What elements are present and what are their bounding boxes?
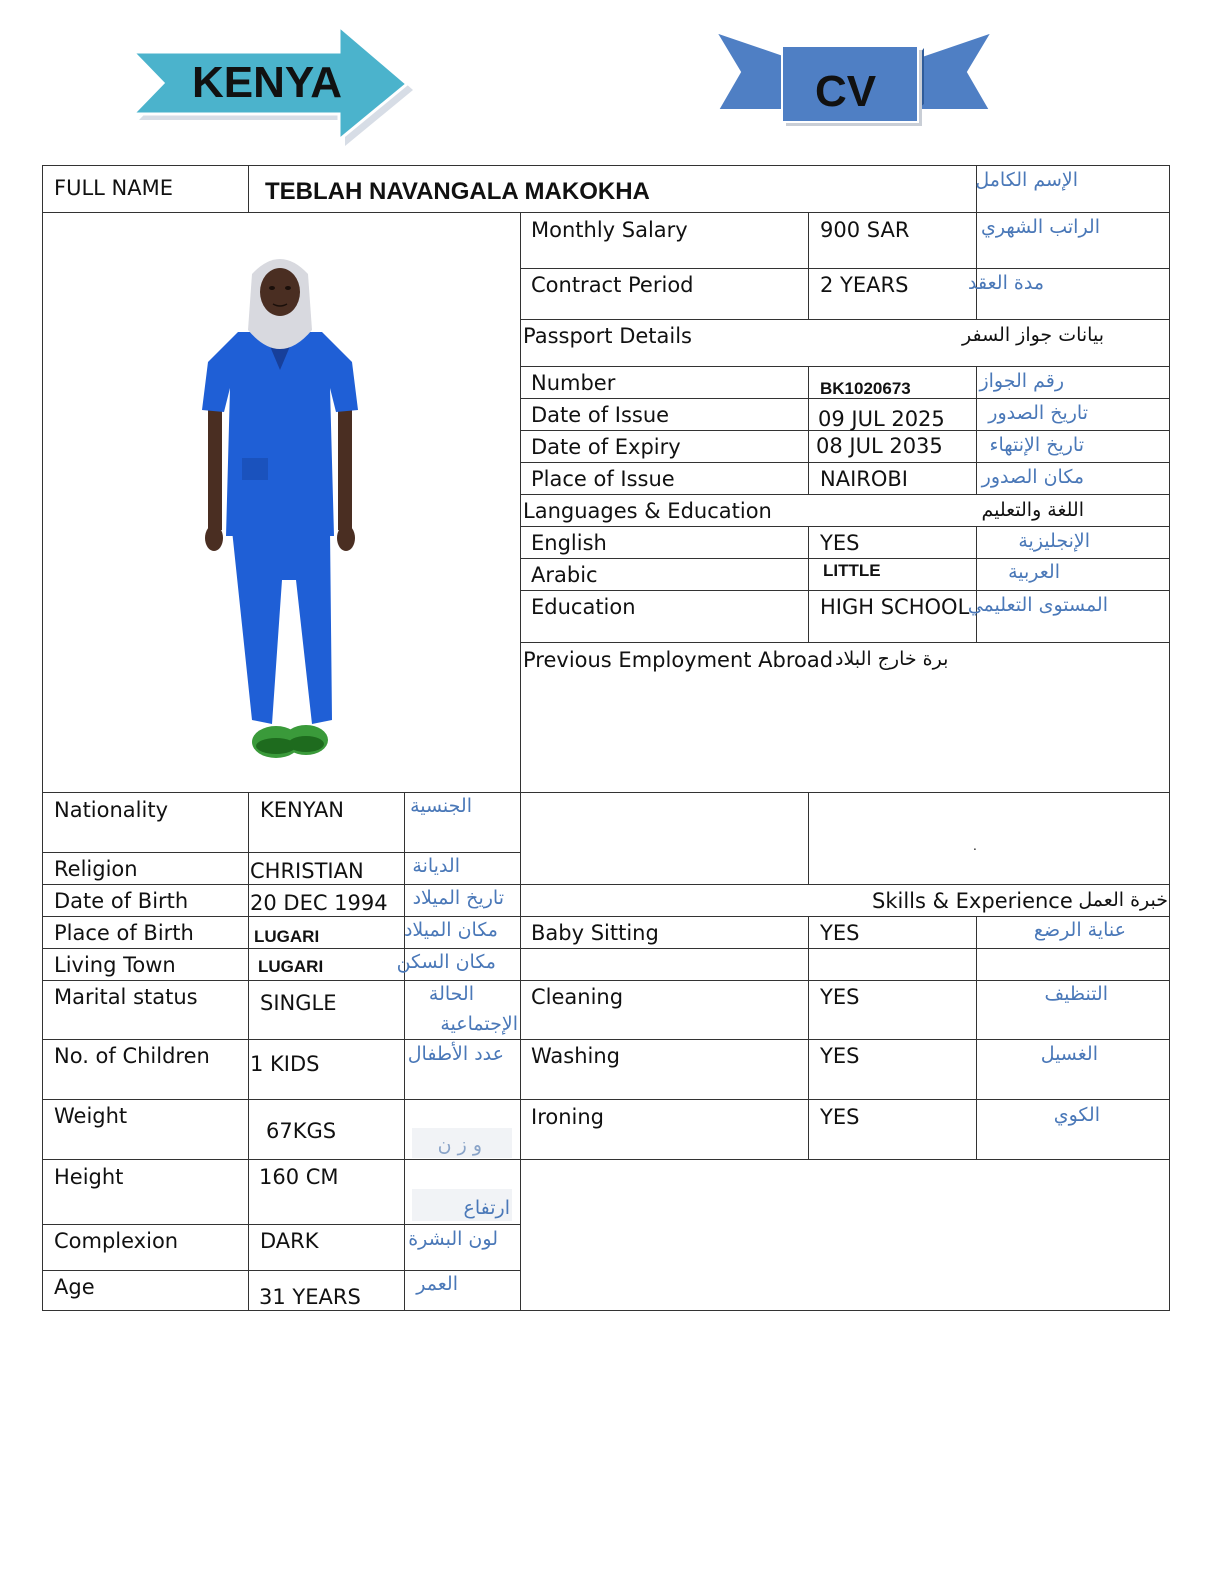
date-of-expiry-value: 08 JUL 2035: [816, 434, 943, 458]
weight-arabic: و ز ن: [437, 1134, 482, 1156]
arabic-value: LITTLE: [823, 561, 881, 580]
date-of-birth-arabic: تاريخ الميلاد: [412, 887, 504, 909]
contract-period-arabic: مدة العقد: [968, 272, 1044, 294]
children-arabic: عدد الأطفال: [407, 1043, 504, 1065]
washing-value: YES: [820, 1044, 860, 1068]
living-town-arabic: مكان السكن: [396, 951, 496, 973]
date-of-issue-arabic: تاريخ الصدور: [988, 402, 1088, 424]
complexion-arabic: لون البشرة: [408, 1228, 498, 1250]
baby-sitting-value: YES: [820, 921, 860, 945]
weight-label: Weight: [54, 1104, 128, 1128]
baby-sitting-arabic: عناية الرضع: [1033, 919, 1126, 941]
contract-period-value: 2 YEARS: [820, 273, 909, 297]
previous-employment-arabic: برة خارج البلاد: [835, 648, 949, 670]
date-of-expiry-label: Date of Expiry: [531, 435, 681, 459]
cleaning-label: Cleaning: [531, 985, 624, 1009]
cleaning-value: YES: [820, 985, 860, 1009]
washing-arabic: الغسيل: [1040, 1043, 1098, 1065]
children-label: No. of Children: [54, 1044, 210, 1068]
children-value: 1 KIDS: [250, 1052, 320, 1076]
place-of-issue-value: NAIROBI: [820, 467, 908, 491]
education-value: HIGH SCHOOL: [820, 595, 970, 619]
age-value: 31 YEARS: [259, 1285, 361, 1309]
date-of-birth-label: Date of Birth: [54, 889, 189, 913]
arabic-arabic: العربية: [1008, 561, 1060, 583]
weight-value: 67KGS: [266, 1119, 337, 1143]
monthly-salary-value: 900 SAR: [820, 218, 910, 242]
full-name-value: TEBLAH NAVANGALA MAKOKHA: [265, 178, 650, 205]
age-arabic: العمر: [416, 1273, 458, 1295]
ironing-value: YES: [820, 1105, 860, 1129]
marital-status-arabic-1: الحالة: [428, 983, 474, 1005]
date-of-expiry-arabic: تاريخ الإنتهاء: [989, 434, 1084, 456]
height-arabic: ارتفاع: [463, 1197, 510, 1219]
place-of-birth-label: Place of Birth: [54, 921, 194, 945]
living-town-label: Living Town: [54, 953, 176, 977]
english-label: English: [531, 531, 607, 555]
cleaning-arabic: التنظيف: [1044, 983, 1108, 1005]
marital-status-label: Marital status: [54, 985, 198, 1009]
height-label: Height: [54, 1165, 124, 1189]
ironing-arabic: الكوي: [1053, 1104, 1100, 1126]
nationality-label: Nationality: [54, 798, 169, 822]
place-of-birth-value: LUGARI: [254, 927, 320, 946]
skills-experience-arabic: خبرة العمل: [1078, 889, 1168, 911]
complexion-value: DARK: [260, 1229, 319, 1253]
candidate-photo: [180, 250, 380, 765]
passport-number-value: BK1020673: [820, 379, 911, 398]
place-of-birth-arabic: مكان الميلاد: [403, 919, 498, 941]
complexion-label: Complexion: [54, 1229, 179, 1253]
passport-details-heading: Passport Details: [523, 324, 692, 348]
passport-number-arabic: رقم الجواز: [979, 370, 1064, 392]
passport-details-arabic: بيانات جواز السفر: [962, 324, 1104, 346]
place-of-issue-label: Place of Issue: [531, 467, 675, 491]
arabic-label: Arabic: [531, 563, 598, 587]
kenya-label: KENYA: [192, 58, 342, 107]
age-label: Age: [54, 1275, 95, 1299]
english-arabic: الإنجليزية: [1018, 530, 1090, 552]
baby-sitting-label: Baby Sitting: [531, 921, 659, 945]
marital-status-arabic-2: الإجتماعية: [440, 1013, 518, 1035]
skills-dot: .: [973, 839, 977, 853]
place-of-issue-arabic: مكان الصدور: [981, 466, 1084, 488]
washing-label: Washing: [531, 1044, 621, 1068]
date-of-issue-value: 09 JUL 2025: [818, 407, 945, 431]
previous-employment-label: Previous Employment Abroad: [523, 648, 834, 672]
languages-education-heading: Languages & Education: [523, 499, 772, 523]
cv-label: CV: [815, 67, 877, 116]
english-value: YES: [820, 531, 860, 555]
education-arabic: المستوى التعليمي: [967, 594, 1108, 616]
religion-value: CHRISTIAN: [250, 859, 364, 883]
contract-period-label: Contract Period: [531, 273, 694, 297]
full-name-arabic: الإسم الكامل: [975, 169, 1078, 191]
date-of-issue-label: Date of Issue: [531, 403, 670, 427]
ironing-label: Ironing: [531, 1105, 604, 1129]
passport-number-label: Number: [531, 371, 616, 395]
height-value: 160 CM: [259, 1165, 339, 1189]
living-town-value: LUGARI: [258, 957, 324, 976]
monthly-salary-arabic: الراتب الشهري: [981, 216, 1100, 238]
languages-education-arabic: اللغة والتعليم: [981, 499, 1084, 521]
nationality-arabic: الجنسية: [410, 795, 472, 817]
date-of-birth-value: 20 DEC 1994: [250, 891, 388, 915]
education-label: Education: [531, 595, 636, 619]
religion-arabic: الديانة: [412, 855, 460, 877]
full-name-label: FULL NAME: [54, 176, 173, 200]
nationality-value: KENYAN: [260, 798, 345, 822]
skills-experience-heading: Skills & Experience: [872, 889, 1073, 913]
marital-status-value: SINGLE: [260, 991, 337, 1015]
monthly-salary-label: Monthly Salary: [531, 218, 688, 242]
religion-label: Religion: [54, 857, 138, 881]
